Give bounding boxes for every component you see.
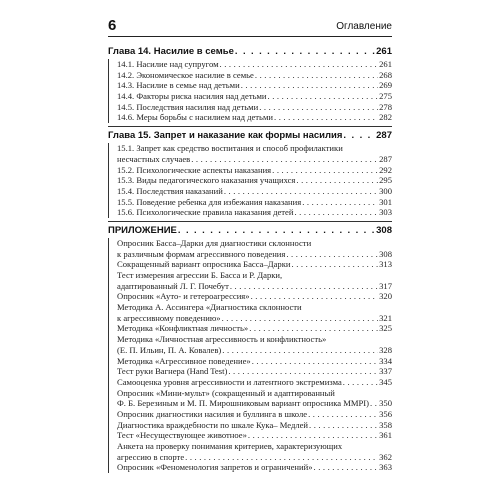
table-of-contents — [108, 45, 392, 473]
dot-leader — [191, 154, 378, 165]
entry-title: Опросник Басса–Дарки для диагностики склонности — [117, 237, 312, 248]
entry-title: 14.3. Насилие в семье над детьми — [117, 80, 240, 91]
entry-title-continued: (Е. П. Ильин, П. А. Ковалев) — [117, 344, 222, 355]
entry-title: Тест измерения агрессии Б. Басса и Р. Дарки, — [117, 270, 283, 280]
toc-entry[interactable] — [109, 102, 392, 113]
entry-title: 14.5. Последствия насилия над детьми — [117, 101, 259, 112]
header-rule — [108, 36, 392, 37]
chapter-title: Глава 14. Насилие в семье — [108, 46, 234, 57]
entry-page: 321 — [379, 312, 392, 323]
entry-title: Анкета на проверку понимания критериев, характеризующих — [117, 441, 343, 451]
entry-title: 14.2. Экономическое насилие в семье — [117, 69, 254, 80]
toc-entry[interactable] — [109, 420, 392, 431]
chapter-14-sections — [108, 59, 392, 123]
dot-leader — [370, 398, 378, 409]
toc-entry-line[interactable] — [109, 270, 392, 281]
entry-page: 268 — [379, 69, 392, 80]
toc-entry-line[interactable] — [109, 334, 392, 345]
toc-entry[interactable] — [109, 398, 392, 409]
toc-entry[interactable] — [109, 409, 392, 420]
toc-entry[interactable] — [109, 70, 392, 81]
entry-page: 363 — [379, 462, 392, 473]
dot-leader — [314, 462, 379, 473]
toc-entry[interactable] — [109, 323, 392, 334]
dot-leader — [343, 129, 375, 143]
page-number: 6 — [108, 17, 117, 34]
toc-entry[interactable] — [109, 197, 392, 208]
appendix-entries — [108, 238, 392, 473]
dot-leader — [178, 224, 375, 238]
entry-page: 275 — [379, 91, 392, 102]
entry-title: 15.3. Виды педагогического наказания учащихся — [117, 175, 296, 186]
entry-title: 14.6. Меры борьбы с насилием над детьми — [117, 112, 273, 123]
entry-title: Методика «Агрессивное поведение» — [117, 355, 251, 366]
entry-title: 14.1. Насилие над супругом — [117, 59, 219, 69]
toc-entry[interactable] — [109, 59, 392, 70]
dot-leader — [343, 377, 378, 388]
entry-page: 295 — [379, 175, 392, 186]
toc-entry[interactable] — [109, 345, 392, 356]
chapter-15-sections — [108, 143, 392, 218]
dot-leader — [228, 366, 378, 377]
entry-title: 15.5. Поведение ребенка для избежания наказания — [117, 196, 302, 207]
dot-leader — [185, 452, 378, 463]
dot-leader — [220, 59, 379, 70]
entry-title-continued: к агрессивному поведению» — [117, 312, 221, 323]
entry-page: 303 — [379, 207, 392, 218]
entry-title: 15.6. Психологические правила наказания детей — [117, 207, 294, 218]
toc-entry[interactable] — [109, 91, 392, 102]
entry-title: Опросник диагностики насилия и буллинга в школе — [117, 408, 308, 419]
toc-entry[interactable] — [109, 112, 392, 123]
toc-entry[interactable] — [109, 430, 392, 441]
entry-title-continued: адаптированный Л. Г. Почебут — [117, 280, 229, 291]
entry-page: 269 — [379, 80, 392, 91]
chapter-15-heading[interactable] — [108, 129, 392, 143]
section-divider — [108, 221, 392, 222]
toc-entry[interactable] — [109, 154, 392, 165]
dot-leader — [302, 197, 378, 208]
entry-title: Методика «Личностная агрессивность и конфликтность» — [117, 334, 327, 345]
toc-entry[interactable] — [109, 366, 392, 377]
entry-title: Методика «Конфликтная личность» — [117, 323, 249, 334]
entry-page: 350 — [379, 398, 392, 409]
entry-page: 358 — [379, 419, 392, 430]
entry-title: 15.4. Последствия наказаний — [117, 185, 223, 196]
toc-entry[interactable] — [109, 281, 392, 292]
entry-title: Самооценка уровня агрессивности и латентного экстремизма — [117, 376, 342, 387]
entry-page: 278 — [379, 101, 392, 112]
toc-entry-line[interactable] — [109, 238, 392, 249]
chapter-page: 261 — [376, 46, 392, 57]
dot-leader — [222, 313, 379, 324]
entry-title-continued: агрессию в спорте — [117, 451, 185, 462]
entry-title: 15.1. Запрет как средство воспитания и способ профилактики — [117, 143, 343, 154]
dot-leader — [222, 345, 378, 356]
chapter-title: Глава 15. Запрет и наказание как формы насилия — [108, 130, 343, 142]
dot-leader — [294, 207, 378, 218]
dot-leader — [259, 102, 378, 113]
dot-leader — [251, 291, 379, 302]
dot-leader — [296, 175, 378, 186]
entry-page: 261 — [379, 59, 392, 69]
toc-entry-line[interactable] — [109, 388, 392, 399]
entry-page: 356 — [379, 408, 392, 419]
dot-leader — [309, 420, 378, 431]
toc-entry[interactable] — [109, 186, 392, 197]
entry-title: Методика А. Ассингера «Диагностика склонности — [117, 302, 302, 313]
entry-title: 15.2. Психологические аспекты наказания — [117, 164, 272, 175]
entry-page: 362 — [379, 451, 392, 462]
entry-title: Сокращенный вариант опросника Басса–Дарки — [117, 259, 291, 270]
toc-entry-line[interactable] — [109, 441, 392, 452]
toc-entry[interactable] — [109, 452, 392, 463]
toc-entry[interactable] — [109, 356, 392, 367]
dot-leader — [292, 259, 379, 270]
dot-leader — [241, 80, 378, 91]
dot-leader — [249, 323, 378, 334]
toc-entry[interactable] — [109, 313, 392, 324]
toc-entry[interactable] — [109, 175, 392, 186]
dot-leader — [268, 91, 379, 102]
toc-entry[interactable] — [109, 207, 392, 218]
appendix-heading[interactable] — [108, 224, 392, 238]
entry-page: 320 — [379, 291, 392, 302]
entry-title: Опросник «Феноменология запретов и ограничений» — [117, 462, 313, 473]
entry-page: 337 — [379, 366, 392, 377]
toc-entry[interactable] — [109, 249, 392, 260]
dot-leader — [235, 45, 375, 59]
toc-entry-line[interactable] — [109, 302, 392, 313]
entry-title: Опросник «Ауто- и гетероагрессия» — [117, 291, 250, 302]
entry-page: 300 — [379, 185, 392, 196]
entry-title-continued: к различным формам агрессивного поведения — [117, 248, 286, 259]
chapter-page: 287 — [376, 130, 392, 142]
toc-entry[interactable] — [109, 80, 392, 91]
entry-page: 313 — [379, 259, 392, 270]
toc-entry[interactable] — [109, 377, 392, 388]
toc-entry[interactable] — [109, 462, 392, 473]
toc-entry[interactable] — [109, 165, 392, 176]
entry-page: 317 — [379, 280, 392, 291]
entry-title: Опросник «Мини-мульт» (сокращенный и адаптированный — [117, 387, 335, 398]
entry-page: 334 — [379, 355, 392, 366]
entry-title: Диагностика враждебности по шкале Кука– Медлей — [117, 419, 309, 430]
entry-title: Тест «Несуществующее животное» — [117, 430, 247, 441]
toc-entry-line[interactable] — [109, 143, 392, 154]
appendix-title: ПРИЛОЖЕНИЕ — [108, 224, 177, 236]
dot-leader — [272, 165, 378, 176]
entry-title: 14.4. Факторы риска насилия над детьми — [117, 91, 267, 102]
dot-leader — [286, 249, 378, 260]
dot-leader — [252, 356, 378, 367]
running-title: Оглавление — [336, 21, 392, 32]
section-divider — [108, 126, 392, 127]
entry-page: 361 — [379, 430, 392, 441]
dot-leader — [308, 409, 378, 420]
entry-page: 325 — [379, 323, 392, 334]
entry-page: 292 — [379, 164, 392, 175]
entry-title-continued: Ф. Б. Березиным и М. П. Мирошниковым вариант опросника MMPI) — [117, 398, 370, 409]
entry-page: 282 — [379, 112, 392, 123]
toc-entry[interactable] — [109, 291, 392, 302]
dot-leader — [255, 70, 378, 81]
entry-page: 301 — [379, 196, 392, 207]
dot-leader — [230, 281, 378, 292]
toc-entry[interactable] — [109, 259, 392, 270]
entry-page: 308 — [379, 248, 392, 259]
entry-title: Тест руки Вагнера (Hand Test) — [117, 366, 228, 377]
entry-page: 328 — [379, 344, 392, 355]
chapter-14-heading[interactable] — [108, 45, 392, 59]
entry-page: 287 — [379, 153, 392, 164]
entry-title-continued: несчастных случаев — [117, 153, 191, 164]
dot-leader — [274, 112, 378, 123]
dot-leader — [224, 186, 378, 197]
appendix-page: 308 — [376, 224, 392, 236]
entry-page: 345 — [379, 376, 392, 387]
dot-leader — [248, 430, 378, 441]
